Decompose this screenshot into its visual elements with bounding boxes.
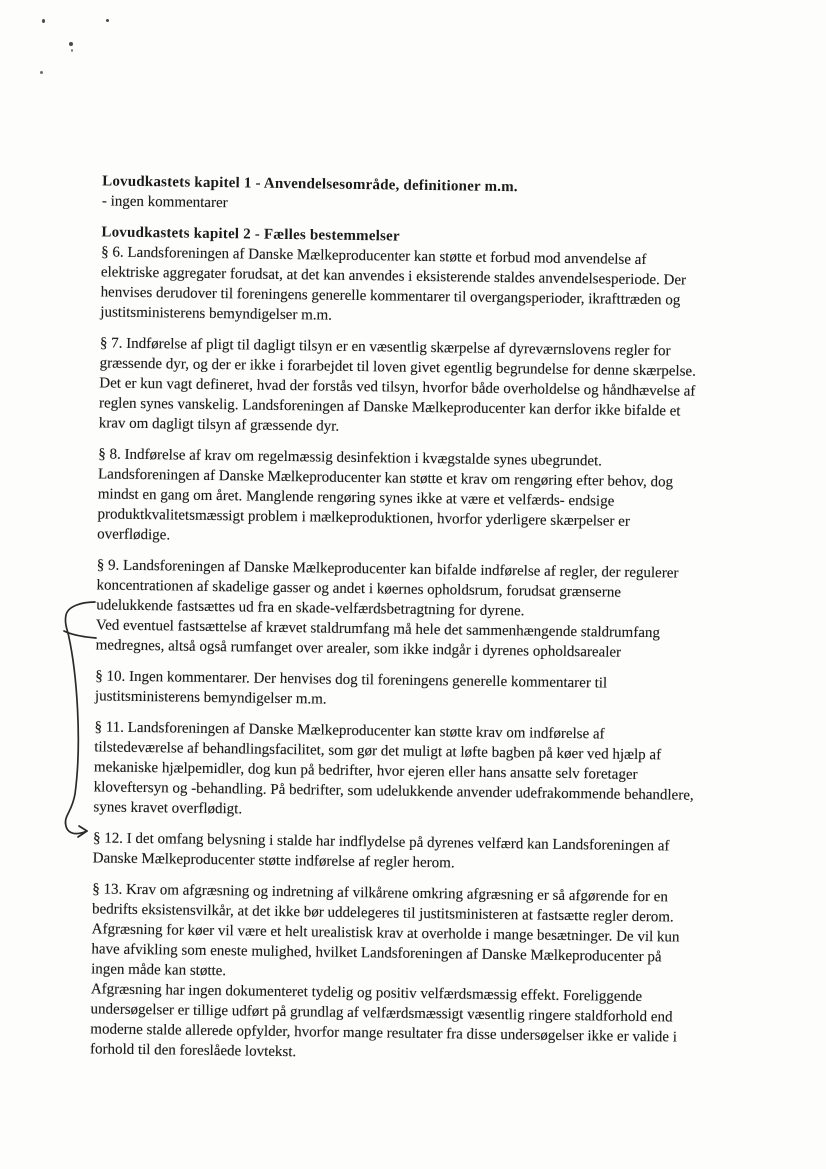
paragraph-13: § 13. Krav om afgræsning og indretning af vilkårene omkring afgræsning er så afgørende for en bedrifts eksistensvilkår, at det ikke bør uddelegeres til justitsministeren at fastsætte regler derom. Afgræsning for køer vil være et helt urealistisk krav at overholde i mange besætninger. De vil kun have afvikling som eneste mulighed, hvilket Landsforeningen af Danske Mælkeproducenter på ingen måde kan støtte. Afgræsning har ingen dokumenteret tydelig og positiv velfærdsmæssig effekt. Foreliggende undersøgelser er tillige udført på grundlag af velfærdsmæssigt væsentlig ringere staldforhold end moderne stalde allerede opfylder, hvorfor mange resultater fra disse undersøgelser ikke er valide i forhold til den foreslåede lovtekst. xyxy=(89,881,680,1061)
paragraph-6: § 6. Landsforeningen af Danske Mælkeproducenter kan støtte et forbud mod anvendelse af elektriske aggregater forudsat, at det kan anvendes i eksisterende staldes anvendelsesperiode. Der henvises derudover til foreningens generelle kommentarer til overgangsperioder, ikrafttræden og justitsministerens bemyndigelser m.m. xyxy=(100,244,687,324)
scan-speck xyxy=(71,49,73,52)
section-12 xyxy=(93,828,757,877)
section-9 xyxy=(96,555,761,664)
section-8 xyxy=(97,444,762,553)
paragraph-11: § 11. Landsforeningen af Danske Mælkeproducenter kan støtte krav om indførelse af tilstedeværelse af behandlingsfacilitet, som gør det muligt at løfte bagben på køer ved hjælp af mekaniske hjælpemidler, dog kun på bedrifter, hvor ejeren eller hans ansatte selv foretager kloveftersyn og -behandling. På bedrifter, som udelukkende anvender udefrakommende behandlere, synes kravet overflødigt. xyxy=(93,719,694,818)
paragraph-12: § 12. I det omfang belysning i stalde har indflydelse på dyrenes velfærd kan Landsforeningen af Danske Mælkeproducenter støtte indførelse af regler herom. xyxy=(92,830,670,872)
section-7 xyxy=(99,333,764,442)
scan-speck xyxy=(40,71,43,74)
paragraph-7: § 7. Indførelse af pligt til dagligt tilsyn er en væsentlig skærpelse af dyreværnslovens regler for græssende dyr, og der er ikke i forarbejdet til loven givet egentlig begrundelse for denne skærpelse. Det er kun vagt defineret, hvad der forstås ved tilsyn, hvorfor både overholdelse og håndhævelse af reglen synes vanskelig. Landsforeningen af Danske Mælkeproducenter kan derfor ikke bifalde et krav om dagligt tilsyn af græssende dyr. xyxy=(98,335,696,435)
document-content xyxy=(90,171,766,1079)
section-kapitel-2 xyxy=(100,222,765,331)
section-13 xyxy=(90,879,756,1068)
paragraph-10: § 10. Ingen kommentarer. Der henvises dog til foreningens generelle kommentarer til justitsministerens bemyndigelser m.m. xyxy=(94,668,608,708)
chapter-1-comment: - ingen kommentarer xyxy=(101,193,228,212)
scan-speck xyxy=(69,42,73,46)
scan-speck xyxy=(42,19,45,23)
section-kapitel-1 xyxy=(102,171,766,220)
paragraph-9: § 9. Landsforeningen af Danske Mælkeproducenter kan bifalde indførelse af regler, der regulerer koncentrationen af skadelige gasser og andet i køernes opholdsrum, forudsat grænserne udelukkende fastsættes ud fra en skade-velfærdsbetragtning for dyrene. Ved eventuel fastsættelse af krævet staldrumfang må hele det sammenhængende staldrumfang medregnes, altså også rumfanget over arealer, som ikke indgår i dyrenes opholdsarealer xyxy=(95,557,679,661)
chapter-1-heading: Lovudkastets kapitel 1 - Anvendelsesområde, definitioner m.m. xyxy=(102,173,518,196)
section-11 xyxy=(93,717,758,826)
paragraph-8: § 8. Indførelse af krav om regelmæssig desinfektion i kvægstalde synes ubegrundet. Landsforeningen af Danske Mælkeproducenter kan støtte et krav om rengøring efter behov, dog mindst en gang om året. Manglende rengøring synes ikke at være et velfærds- endsige produktkvalitetsmæssigt problem i mælkeproduktionen, hvorfor yderligere skærpelser er overflødige. xyxy=(97,446,674,544)
chapter-2-heading: Lovudkastets kapitel 2 - Fælles bestemmelser xyxy=(101,224,400,245)
scan-speck xyxy=(106,19,109,22)
section-10 xyxy=(95,666,759,715)
